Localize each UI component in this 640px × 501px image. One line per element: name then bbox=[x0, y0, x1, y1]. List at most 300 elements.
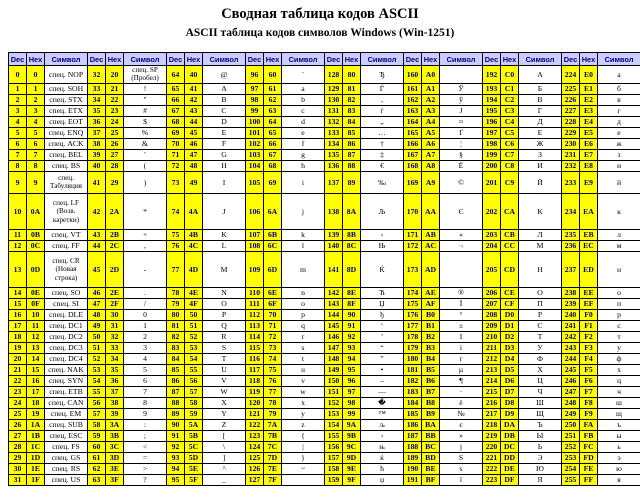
symbol-cell: спец. NAK bbox=[45, 364, 88, 375]
symbol-cell: f bbox=[282, 138, 325, 149]
hex-cell: 16 bbox=[27, 375, 45, 386]
symbol-cell: Ё bbox=[440, 160, 483, 171]
hex-cell: 9A bbox=[343, 419, 361, 430]
hex-cell: 4E bbox=[185, 287, 203, 298]
hex-cell: 8A bbox=[343, 193, 361, 229]
symbol-cell: — bbox=[361, 386, 404, 397]
symbol-cell: u bbox=[282, 364, 325, 375]
dec-cell: 100 bbox=[246, 116, 264, 127]
hex-cell: CF bbox=[501, 298, 519, 309]
symbol-cell: спец. GS bbox=[45, 452, 88, 463]
symbol-cell: ' bbox=[124, 149, 167, 160]
symbol-cell: ¬ bbox=[440, 240, 483, 251]
table-row bbox=[9, 375, 640, 386]
hex-cell: DD bbox=[501, 452, 519, 463]
dec-cell: 198 bbox=[483, 138, 501, 149]
symbol-cell: m bbox=[282, 251, 325, 287]
symbol-cell: < bbox=[124, 441, 167, 452]
hex-cell: 66 bbox=[264, 138, 282, 149]
symbol-cell: ч bbox=[598, 386, 640, 397]
table-row bbox=[9, 149, 640, 160]
column-header: Символ bbox=[282, 53, 325, 66]
hex-cell: D6 bbox=[501, 375, 519, 386]
hex-cell: D5 bbox=[501, 364, 519, 375]
dec-cell: 69 bbox=[167, 127, 185, 138]
symbol-cell: є bbox=[440, 419, 483, 430]
symbol-cell: спец. VT bbox=[45, 229, 88, 240]
symbol-cell: спец. DC3 bbox=[45, 342, 88, 353]
hex-cell: 89 bbox=[343, 171, 361, 193]
hex-cell: 69 bbox=[264, 171, 282, 193]
symbol-cell: ” bbox=[361, 353, 404, 364]
hex-cell: AA bbox=[422, 193, 440, 229]
dec-cell: 65 bbox=[167, 83, 185, 94]
hex-cell: 5F bbox=[185, 474, 203, 485]
hex-cell: A4 bbox=[422, 116, 440, 127]
dec-cell: 43 bbox=[88, 229, 106, 240]
symbol-cell: Ѕ bbox=[440, 452, 483, 463]
hex-cell: 30 bbox=[106, 309, 124, 320]
dec-cell: 124 bbox=[246, 441, 264, 452]
symbol-cell: n bbox=[282, 287, 325, 298]
hex-cell: B8 bbox=[422, 397, 440, 408]
symbol-cell: q bbox=[282, 320, 325, 331]
symbol-cell: спец. EOT bbox=[45, 116, 88, 127]
symbol-cell: y bbox=[282, 408, 325, 419]
symbol-cell: б bbox=[598, 83, 640, 94]
dec-cell: 104 bbox=[246, 160, 264, 171]
hex-cell: 9 bbox=[27, 171, 45, 193]
symbol-cell: Б bbox=[519, 83, 562, 94]
symbol-cell: 7 bbox=[124, 386, 167, 397]
dec-cell: 252 bbox=[562, 441, 580, 452]
dec-cell: 40 bbox=[88, 160, 106, 171]
dec-cell: 39 bbox=[88, 149, 106, 160]
symbol-cell: п bbox=[598, 298, 640, 309]
symbol-cell: b bbox=[282, 94, 325, 105]
dec-cell: 12 bbox=[9, 240, 27, 251]
symbol-cell bbox=[282, 474, 325, 485]
symbol-cell: Т bbox=[519, 331, 562, 342]
hex-cell: 26 bbox=[106, 138, 124, 149]
table-row bbox=[9, 309, 640, 320]
hex-cell: E1 bbox=[580, 83, 598, 94]
dec-cell: 244 bbox=[562, 353, 580, 364]
hex-cell: 50 bbox=[185, 309, 203, 320]
hex-cell: 32 bbox=[106, 331, 124, 342]
dec-cell: 110 bbox=[246, 287, 264, 298]
hex-cell: 46 bbox=[185, 138, 203, 149]
dec-cell: 3 bbox=[9, 105, 27, 116]
hex-cell: EF bbox=[580, 298, 598, 309]
hex-cell: 21 bbox=[106, 83, 124, 94]
symbol-cell: Й bbox=[519, 171, 562, 193]
dec-cell: 196 bbox=[483, 116, 501, 127]
hex-cell: 88 bbox=[343, 160, 361, 171]
column-header: Символ bbox=[203, 53, 246, 66]
hex-cell: 61 bbox=[264, 83, 282, 94]
symbol-cell: к bbox=[598, 193, 640, 229]
hex-cell: CB bbox=[501, 229, 519, 240]
dec-cell: 239 bbox=[562, 298, 580, 309]
dec-cell: 220 bbox=[483, 441, 501, 452]
hex-cell: 93 bbox=[343, 342, 361, 353]
column-header: Dec bbox=[88, 53, 106, 66]
symbol-cell: I bbox=[203, 171, 246, 193]
symbol-cell: s bbox=[282, 342, 325, 353]
hex-cell: 96 bbox=[343, 375, 361, 386]
symbol-cell: ќ bbox=[361, 452, 404, 463]
dec-cell: 101 bbox=[246, 127, 264, 138]
hex-cell: 38 bbox=[106, 397, 124, 408]
dec-cell: 78 bbox=[167, 287, 185, 298]
column-header: Hex bbox=[422, 53, 440, 66]
dec-cell: 76 bbox=[167, 240, 185, 251]
symbol-cell: спец. SI bbox=[45, 298, 88, 309]
hex-cell: B3 bbox=[422, 342, 440, 353]
symbol-cell: : bbox=[124, 419, 167, 430]
table-row bbox=[9, 331, 640, 342]
hex-cell: 0D bbox=[27, 251, 45, 287]
symbol-cell: @ bbox=[203, 66, 246, 84]
table-row bbox=[9, 342, 640, 353]
hex-cell: 12 bbox=[27, 331, 45, 342]
symbol-cell: э bbox=[598, 452, 640, 463]
dec-cell: 116 bbox=[246, 353, 264, 364]
dec-cell: 109 bbox=[246, 251, 264, 287]
symbol-cell: р bbox=[598, 309, 640, 320]
dec-cell: 152 bbox=[325, 397, 343, 408]
symbol-cell: J bbox=[203, 193, 246, 229]
symbol-cell: Ј bbox=[440, 105, 483, 116]
table-row bbox=[9, 83, 640, 94]
table-row bbox=[9, 160, 640, 171]
symbol-cell: спец. SP (Пробел) bbox=[124, 66, 167, 84]
symbol-cell: , bbox=[124, 240, 167, 251]
symbol-cell: Q bbox=[203, 320, 246, 331]
column-header: Hex bbox=[580, 53, 598, 66]
symbol-cell: † bbox=[361, 138, 404, 149]
symbol-cell: - bbox=[124, 251, 167, 287]
dec-cell: 22 bbox=[9, 375, 27, 386]
dec-cell: 52 bbox=[88, 353, 106, 364]
dec-cell: 32 bbox=[88, 66, 106, 84]
hex-cell: 1F bbox=[27, 474, 45, 485]
hex-cell: 2C bbox=[106, 240, 124, 251]
hex-cell: 1 bbox=[27, 83, 45, 94]
symbol-cell: – bbox=[361, 375, 404, 386]
symbol-cell: ф bbox=[598, 353, 640, 364]
dec-cell: 35 bbox=[88, 105, 106, 116]
symbol-cell: х bbox=[598, 364, 640, 375]
symbol-cell: І bbox=[440, 331, 483, 342]
table-row bbox=[9, 251, 640, 287]
symbol-cell: Ш bbox=[519, 397, 562, 408]
symbol-cell: � bbox=[361, 397, 404, 408]
symbol-cell: ‡ bbox=[361, 149, 404, 160]
dec-cell: 95 bbox=[167, 474, 185, 485]
symbol-cell: ю bbox=[598, 463, 640, 474]
symbol-cell: • bbox=[361, 364, 404, 375]
dec-cell: 18 bbox=[9, 331, 27, 342]
column-header: Символ bbox=[440, 53, 483, 66]
symbol-cell: N bbox=[203, 287, 246, 298]
symbol-cell: ў bbox=[440, 94, 483, 105]
column-header: Символ bbox=[361, 53, 404, 66]
hex-cell: 6B bbox=[264, 229, 282, 240]
dec-cell: 171 bbox=[404, 229, 422, 240]
symbol-cell: Ћ bbox=[361, 287, 404, 298]
dec-cell: 135 bbox=[325, 149, 343, 160]
hex-cell: 5C bbox=[185, 441, 203, 452]
symbol-cell: ш bbox=[598, 397, 640, 408]
dec-cell: 206 bbox=[483, 287, 501, 298]
dec-cell: 241 bbox=[562, 320, 580, 331]
dec-cell: 23 bbox=[9, 386, 27, 397]
hex-cell: 8C bbox=[343, 240, 361, 251]
dec-cell: 175 bbox=[404, 298, 422, 309]
symbol-cell: 1 bbox=[124, 320, 167, 331]
dec-cell: 247 bbox=[562, 386, 580, 397]
dec-cell: 91 bbox=[167, 430, 185, 441]
table-row bbox=[9, 105, 640, 116]
dec-cell: 90 bbox=[167, 419, 185, 430]
hex-cell: A0 bbox=[422, 66, 440, 84]
hex-cell: B0 bbox=[422, 309, 440, 320]
hex-cell: 7 bbox=[27, 149, 45, 160]
dec-cell: 178 bbox=[404, 331, 422, 342]
dec-cell: 181 bbox=[404, 364, 422, 375]
symbol-cell: Э bbox=[519, 452, 562, 463]
hex-cell: B9 bbox=[422, 408, 440, 419]
hex-cell: 74 bbox=[264, 353, 282, 364]
hex-cell: A3 bbox=[422, 105, 440, 116]
hex-cell: 28 bbox=[106, 160, 124, 171]
symbol-cell: e bbox=[282, 127, 325, 138]
hex-cell: E9 bbox=[580, 171, 598, 193]
dec-cell: 214 bbox=[483, 375, 501, 386]
table-row bbox=[9, 397, 640, 408]
dec-cell: 83 bbox=[167, 342, 185, 353]
hex-cell: D4 bbox=[501, 353, 519, 364]
hex-cell: 57 bbox=[185, 386, 203, 397]
dec-cell: 184 bbox=[404, 397, 422, 408]
dec-cell: 10 bbox=[9, 193, 27, 229]
symbol-cell: ђ bbox=[361, 309, 404, 320]
dec-cell: 210 bbox=[483, 331, 501, 342]
symbol-cell: ї bbox=[440, 474, 483, 485]
dec-cell: 93 bbox=[167, 452, 185, 463]
dec-cell: 34 bbox=[88, 94, 106, 105]
hex-cell: AF bbox=[422, 298, 440, 309]
hex-cell: 7A bbox=[264, 419, 282, 430]
hex-cell: 9D bbox=[343, 452, 361, 463]
dec-cell: 20 bbox=[9, 353, 27, 364]
dec-cell: 182 bbox=[404, 375, 422, 386]
hex-cell: E7 bbox=[580, 149, 598, 160]
dec-cell: 0 bbox=[9, 66, 27, 84]
dec-cell: 73 bbox=[167, 171, 185, 193]
dec-cell: 102 bbox=[246, 138, 264, 149]
symbol-cell: ^ bbox=[203, 463, 246, 474]
hex-cell: 40 bbox=[185, 66, 203, 84]
hex-cell: 8D bbox=[343, 251, 361, 287]
dec-cell: 114 bbox=[246, 331, 264, 342]
dec-cell: 27 bbox=[9, 430, 27, 441]
symbol-cell: Ж bbox=[519, 138, 562, 149]
symbol-cell: ` bbox=[282, 66, 325, 84]
dec-cell: 67 bbox=[167, 105, 185, 116]
symbol-cell: о bbox=[598, 287, 640, 298]
hex-cell: 0F bbox=[27, 298, 45, 309]
table-row bbox=[9, 364, 640, 375]
symbol-cell: с bbox=[598, 320, 640, 331]
dec-cell: 157 bbox=[325, 452, 343, 463]
hex-cell: D2 bbox=[501, 331, 519, 342]
dec-cell: 59 bbox=[88, 430, 106, 441]
symbol-cell: Д bbox=[519, 116, 562, 127]
symbol-cell: O bbox=[203, 298, 246, 309]
symbol-cell: · bbox=[440, 386, 483, 397]
hex-cell: FD bbox=[580, 452, 598, 463]
symbol-cell: спец. EM bbox=[45, 408, 88, 419]
dec-cell: 242 bbox=[562, 331, 580, 342]
hex-cell: 7E bbox=[264, 463, 282, 474]
hex-cell: A7 bbox=[422, 149, 440, 160]
table-row bbox=[9, 463, 640, 474]
table-row bbox=[9, 298, 640, 309]
symbol-cell: спец. FS bbox=[45, 441, 88, 452]
hex-cell: BC bbox=[422, 441, 440, 452]
hex-cell: 82 bbox=[343, 94, 361, 105]
hex-cell: 5D bbox=[185, 452, 203, 463]
symbol-cell: E bbox=[203, 127, 246, 138]
hex-cell: FA bbox=[580, 419, 598, 430]
dec-cell: 170 bbox=[404, 193, 422, 229]
hex-cell: EA bbox=[580, 193, 598, 229]
hex-cell: 1E bbox=[27, 463, 45, 474]
table-row bbox=[9, 386, 640, 397]
hex-cell: CA bbox=[501, 193, 519, 229]
symbol-cell: А bbox=[519, 66, 562, 84]
hex-cell: C3 bbox=[501, 105, 519, 116]
hex-cell: 56 bbox=[185, 375, 203, 386]
dec-cell: 149 bbox=[325, 364, 343, 375]
dec-cell: 41 bbox=[88, 171, 106, 193]
hex-cell: AD bbox=[422, 251, 440, 287]
symbol-cell: w bbox=[282, 386, 325, 397]
hex-cell: 80 bbox=[343, 66, 361, 84]
dec-cell: 174 bbox=[404, 287, 422, 298]
dec-cell: 179 bbox=[404, 342, 422, 353]
hex-cell: 6D bbox=[264, 251, 282, 287]
hex-cell: 4A bbox=[185, 193, 203, 229]
dec-cell: 227 bbox=[562, 105, 580, 116]
symbol-cell: Г bbox=[519, 105, 562, 116]
dec-cell: 81 bbox=[167, 320, 185, 331]
hex-cell: 9F bbox=[343, 474, 361, 485]
hex-cell: F7 bbox=[580, 386, 598, 397]
hex-cell: 8 bbox=[27, 160, 45, 171]
hex-cell: 77 bbox=[264, 386, 282, 397]
hex-cell: 15 bbox=[27, 364, 45, 375]
dec-cell: 31 bbox=[9, 474, 27, 485]
hex-cell: 86 bbox=[343, 138, 361, 149]
symbol-cell: H bbox=[203, 160, 246, 171]
dec-cell: 204 bbox=[483, 240, 501, 251]
symbol-cell: Е bbox=[519, 127, 562, 138]
hex-cell: 4F bbox=[185, 298, 203, 309]
hex-cell: 65 bbox=[264, 127, 282, 138]
dec-cell: 164 bbox=[404, 116, 422, 127]
hex-cell: 75 bbox=[264, 364, 282, 375]
symbol-cell: h bbox=[282, 160, 325, 171]
dec-cell: 168 bbox=[404, 160, 422, 171]
column-header: Hex bbox=[27, 53, 45, 66]
symbol-cell: ! bbox=[124, 83, 167, 94]
dec-cell: 231 bbox=[562, 149, 580, 160]
dec-cell: 226 bbox=[562, 94, 580, 105]
symbol-cell: ’ bbox=[361, 331, 404, 342]
symbol-cell: « bbox=[440, 229, 483, 240]
hex-cell: F3 bbox=[580, 342, 598, 353]
hex-cell: A6 bbox=[422, 138, 440, 149]
hex-cell: DB bbox=[501, 430, 519, 441]
symbol-cell: ь bbox=[598, 441, 640, 452]
symbol-cell: M bbox=[203, 251, 246, 287]
hex-cell: C9 bbox=[501, 171, 519, 193]
dec-cell: 48 bbox=[88, 309, 106, 320]
dec-cell: 138 bbox=[325, 193, 343, 229]
hex-cell: 48 bbox=[185, 160, 203, 171]
dec-cell: 195 bbox=[483, 105, 501, 116]
hex-cell: 10 bbox=[27, 309, 45, 320]
symbol-cell: спец. ETB bbox=[45, 386, 88, 397]
symbol-cell: а bbox=[598, 66, 640, 84]
symbol-cell: ~ bbox=[282, 463, 325, 474]
dec-cell: 219 bbox=[483, 430, 501, 441]
hex-cell: 67 bbox=[264, 149, 282, 160]
symbol-cell: 2 bbox=[124, 331, 167, 342]
hex-cell: 24 bbox=[106, 116, 124, 127]
symbol-cell: $ bbox=[124, 116, 167, 127]
dec-cell: 202 bbox=[483, 193, 501, 229]
hex-cell: C6 bbox=[501, 138, 519, 149]
hex-cell: 11 bbox=[27, 320, 45, 331]
symbol-cell: В bbox=[519, 94, 562, 105]
symbol-cell: Ъ bbox=[519, 419, 562, 430]
hex-cell: C8 bbox=[501, 160, 519, 171]
hex-cell: 1B bbox=[27, 430, 45, 441]
symbol-cell: л bbox=[598, 229, 640, 240]
table-row bbox=[9, 452, 640, 463]
dec-cell: 89 bbox=[167, 408, 185, 419]
hex-cell: CE bbox=[501, 287, 519, 298]
dec-cell: 46 bbox=[88, 287, 106, 298]
hex-cell: FB bbox=[580, 430, 598, 441]
hex-cell: 79 bbox=[264, 408, 282, 419]
symbol-cell: я bbox=[598, 474, 640, 485]
dec-cell: 165 bbox=[404, 127, 422, 138]
symbol-cell: z bbox=[282, 419, 325, 430]
symbol-cell: т bbox=[598, 331, 640, 342]
hex-cell: 2F bbox=[106, 298, 124, 309]
dec-cell: 57 bbox=[88, 408, 106, 419]
page-title: Сводная таблица кодов ASCII bbox=[221, 6, 419, 22]
hex-cell: D0 bbox=[501, 309, 519, 320]
dec-cell: 234 bbox=[562, 193, 580, 229]
column-header: Dec bbox=[562, 53, 580, 66]
